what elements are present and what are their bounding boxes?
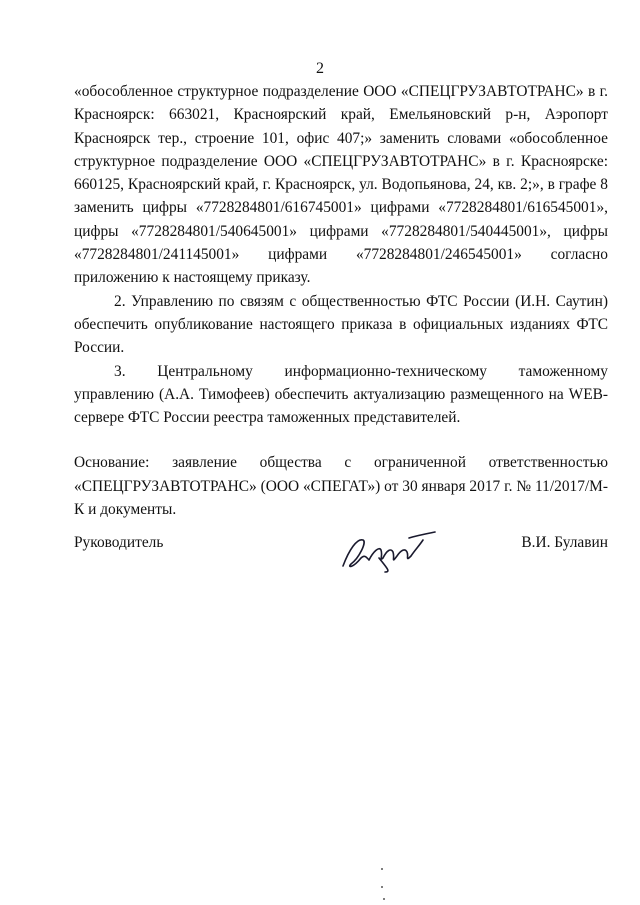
paragraph-item-2: 2. Управлению по связям с общественностью ФТС России (И.Н. Саутин) обеспечить опубликование настоящего приказа в официальных изданиях ФТС России. bbox=[74, 292, 608, 357]
paragraph-item-3: 3. Центральному информационно-техническому таможенному управлению (А.А. Тимофеев) обеспечить актуализацию размещенного на WEB-сервере ФТС России реестра таможенных представителей. bbox=[74, 362, 608, 427]
scan-speck bbox=[383, 898, 385, 900]
spacer bbox=[74, 429, 608, 451]
scan-speck bbox=[381, 886, 383, 888]
signature-block bbox=[74, 528, 608, 578]
scan-speck bbox=[381, 868, 383, 870]
signatory-title: Руководитель bbox=[74, 534, 164, 551]
document-body bbox=[74, 80, 608, 521]
page-number: 2 bbox=[316, 60, 324, 77]
signatory-name: В.И. Булавин bbox=[521, 534, 608, 551]
paragraph-continuation: «обособленное структурное подразделение ООО «СПЕЦГРУЗАВТОТРАНС» в г. Красноярск: 663021, Красноярский край, Емельяновский р-н, Аэропорт Красноярск тер., строение 101, офис 407;» заменить словами «обособленное структурное подразделение ООО «СПЕЦГРУЗАВТОТРАНС» в г. Красноярске: 660125, Красноярский край, г. Красноярск, ул. Водопьянова, 24, кв. 2;», в графе 8 заменить цифры «7728284801/616745001» цифрами «7728284801/616545001», цифры «7728284801/540645001» цифрами «7728284801/540445001», цифры «7728284801/241145001» цифрами «7728284801/246545001» согласно приложению к настоящему приказу. bbox=[74, 83, 608, 287]
handwritten-signature bbox=[339, 528, 439, 574]
basis-paragraph: Основание: заявление общества с ограниченной ответственностью «СПЕЦГРУЗАВТОТРАНС» (ООО «СПЕГАТ») от 30 января 2017 г. № 11/2017/М-К и документы. bbox=[74, 454, 608, 519]
